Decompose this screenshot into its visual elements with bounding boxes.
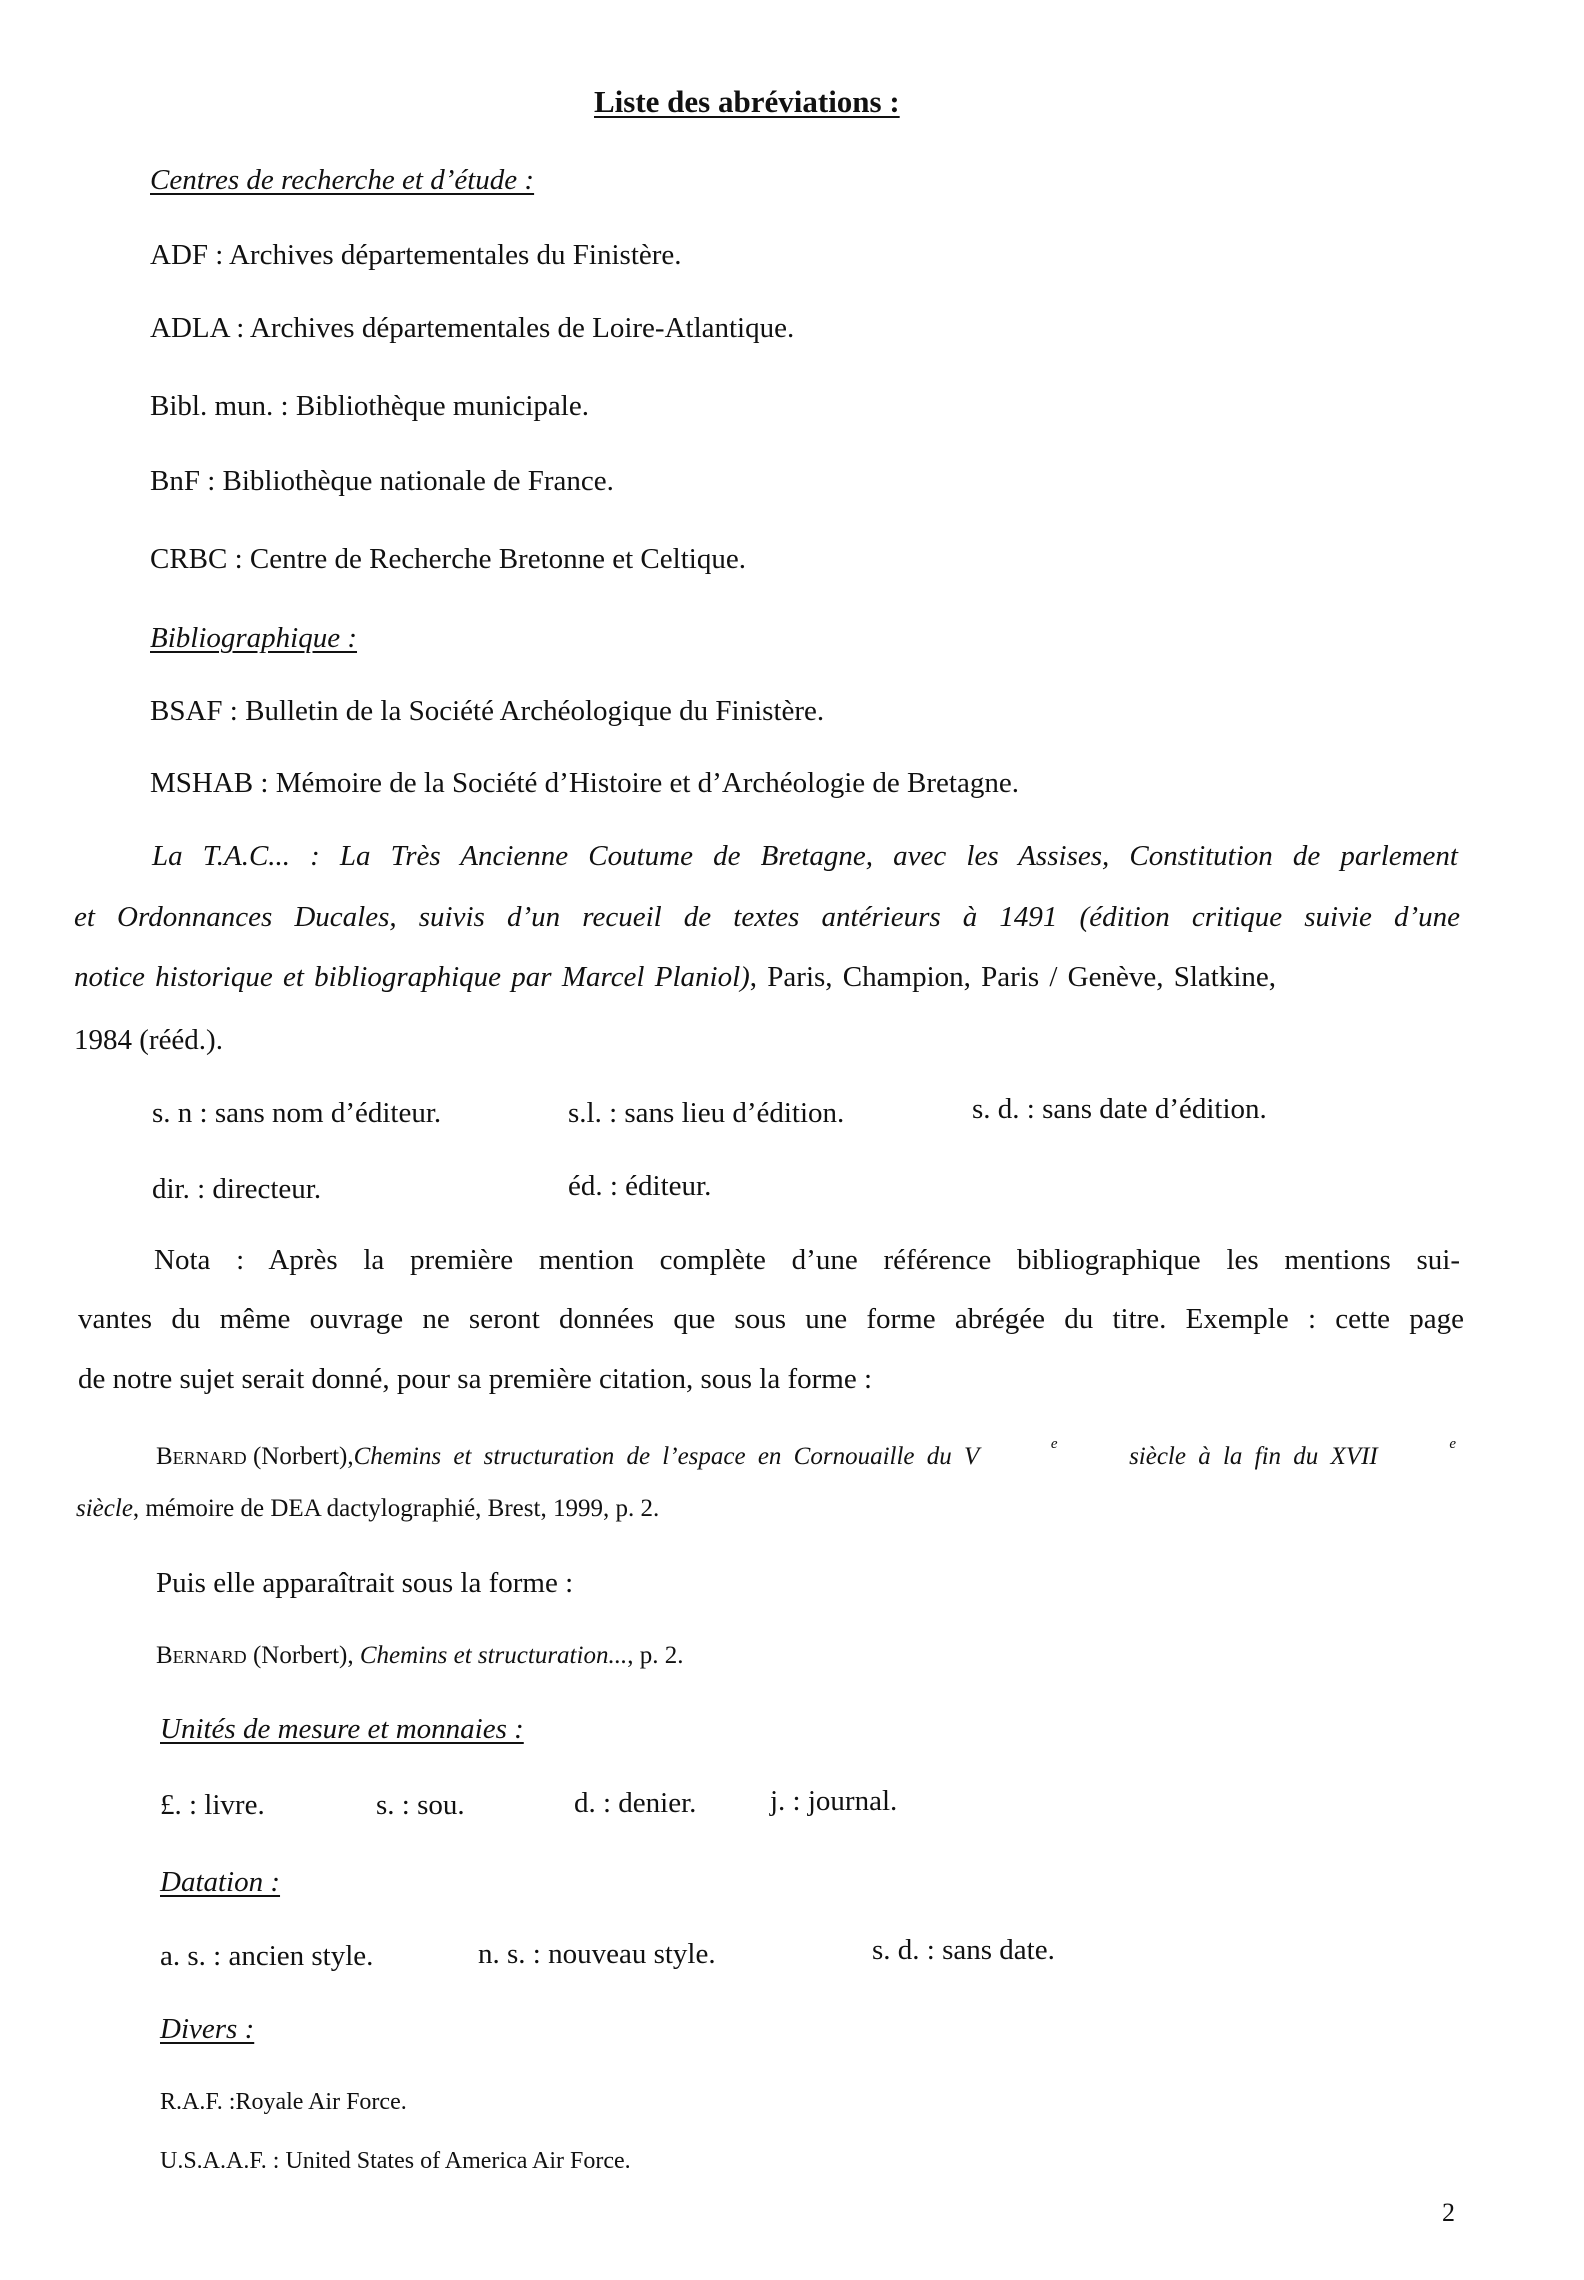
tac-line-3: [74, 963, 1460, 992]
abbrev-journal: j. : journal.: [770, 1785, 898, 1817]
abbrev-dir: dir. : directeur.: [152, 1173, 322, 1205]
nota-line-2: vantes du même ouvrage ne seront données que sous une forme abrégée du titre. Exemple : cette page: [78, 1303, 1464, 1335]
example-full-title-a: Chemins et structuration de l’espace en Cornouaille du V: [353, 1443, 980, 1470]
nota-line-1: Nota : Après la première mention complète d’une référence bibliographique les mentions sui-: [154, 1244, 1460, 1276]
section-heading-divers: Divers :: [160, 2013, 255, 2045]
page-number: 2: [1442, 2198, 1455, 2227]
abbrev-livre: £. : livre.: [160, 1789, 265, 1821]
abbrev-ed: éd. : éditeur.: [568, 1170, 712, 1202]
example-short-author: Bernard: [156, 1642, 247, 1669]
example-full-title-c: siècle: [76, 1495, 133, 1522]
then-text: Puis elle apparaîtrait sous la forme :: [156, 1567, 574, 1599]
section-heading-bibliographique: Bibliographique :: [150, 622, 358, 654]
abbrev-sn: s. n : sans nom d’éditeur.: [152, 1097, 442, 1129]
example-full-firstname: (Norbert),: [246, 1443, 354, 1470]
nota-line-3: de notre sujet serait donné, pour sa première citation, sous la forme :: [78, 1363, 873, 1395]
example-full-sup-1: e: [1050, 1436, 1058, 1452]
abbrev-sans-date: s. d. : sans date.: [872, 1934, 1055, 1966]
abbrev-raf: R.A.F. :Royale Air Force.: [160, 2089, 407, 2115]
abbrev-bnf: BnF : Bibliothèque nationale de France.: [150, 465, 614, 497]
abbrev-sl: s.l. : sans lieu d’édition.: [568, 1097, 845, 1129]
example-short-title: Chemins et structuration...: [359, 1642, 628, 1669]
example-short-rest: , p. 2.: [627, 1642, 684, 1669]
tac-line-4: 1984 (rééd.).: [74, 1024, 223, 1056]
example-full-line-1: [156, 1436, 1456, 1470]
abbrev-mshab: MSHAB : Mémoire de la Société d’Histoire et d’Archéologie de Bretagne.: [150, 767, 1019, 799]
section-heading-datation: Datation :: [160, 1866, 281, 1898]
abbrev-crbc: CRBC : Centre de Recherche Bretonne et Celtique.: [150, 543, 746, 575]
example-full-rest: , mémoire de DEA dactylographié, Brest, 1999, p. 2.: [132, 1495, 660, 1522]
abbrev-bsaf: BSAF : Bulletin de la Société Archéologique du Finistère.: [150, 695, 825, 727]
example-short-firstname: (Norbert),: [246, 1642, 360, 1669]
section-heading-unites: Unités de mesure et monnaies :: [160, 1713, 524, 1745]
tac-line-3-italic: notice historique et bibliographique par Marcel Planiol): [74, 961, 750, 993]
tac-line-3-roman: , Paris, Champion, Paris / Genève, Slatkine,: [749, 961, 1277, 993]
abbrev-usaaf: U.S.A.A.F. : United States of America Air Force.: [160, 2148, 631, 2174]
abbrev-ancien-style: a. s. : ancien style.: [160, 1940, 374, 1972]
tac-line-2: et Ordonnances Ducales, suivis d’un recueil de textes antérieurs à 1491 (édition critique suivie d’une: [74, 901, 1460, 933]
example-full-line-2: [76, 1496, 659, 1521]
abbrev-adf: ADF : Archives départementales du Finistère.: [150, 239, 682, 271]
abbrev-adla: ADLA : Archives départementales de Loire-Atlantique.: [150, 312, 795, 344]
abbrev-sou: s. : sou.: [376, 1789, 465, 1821]
tac-line-1: La T.A.C... : La Très Ancienne Coutume de Bretagne, avec les Assises, Constitution de parlement: [152, 840, 1458, 872]
example-full-title-b: siècle à la fin du XVII: [1129, 1443, 1378, 1470]
page-title: Liste des abréviations :: [594, 84, 900, 119]
abbrev-sd-edition: s. d. : sans date d’édition.: [972, 1093, 1267, 1125]
example-full-author: Bernard: [156, 1443, 247, 1470]
example-short: [156, 1643, 683, 1668]
abbrev-bibl-mun: Bibl. mun. : Bibliothèque municipale.: [150, 390, 589, 422]
abbrev-nouveau-style: n. s. : nouveau style.: [478, 1938, 716, 1970]
abbrev-denier: d. : denier.: [574, 1787, 697, 1819]
example-full-sup-2: e: [1449, 1436, 1456, 1452]
section-heading-centres: Centres de recherche et d’étude :: [150, 164, 535, 196]
